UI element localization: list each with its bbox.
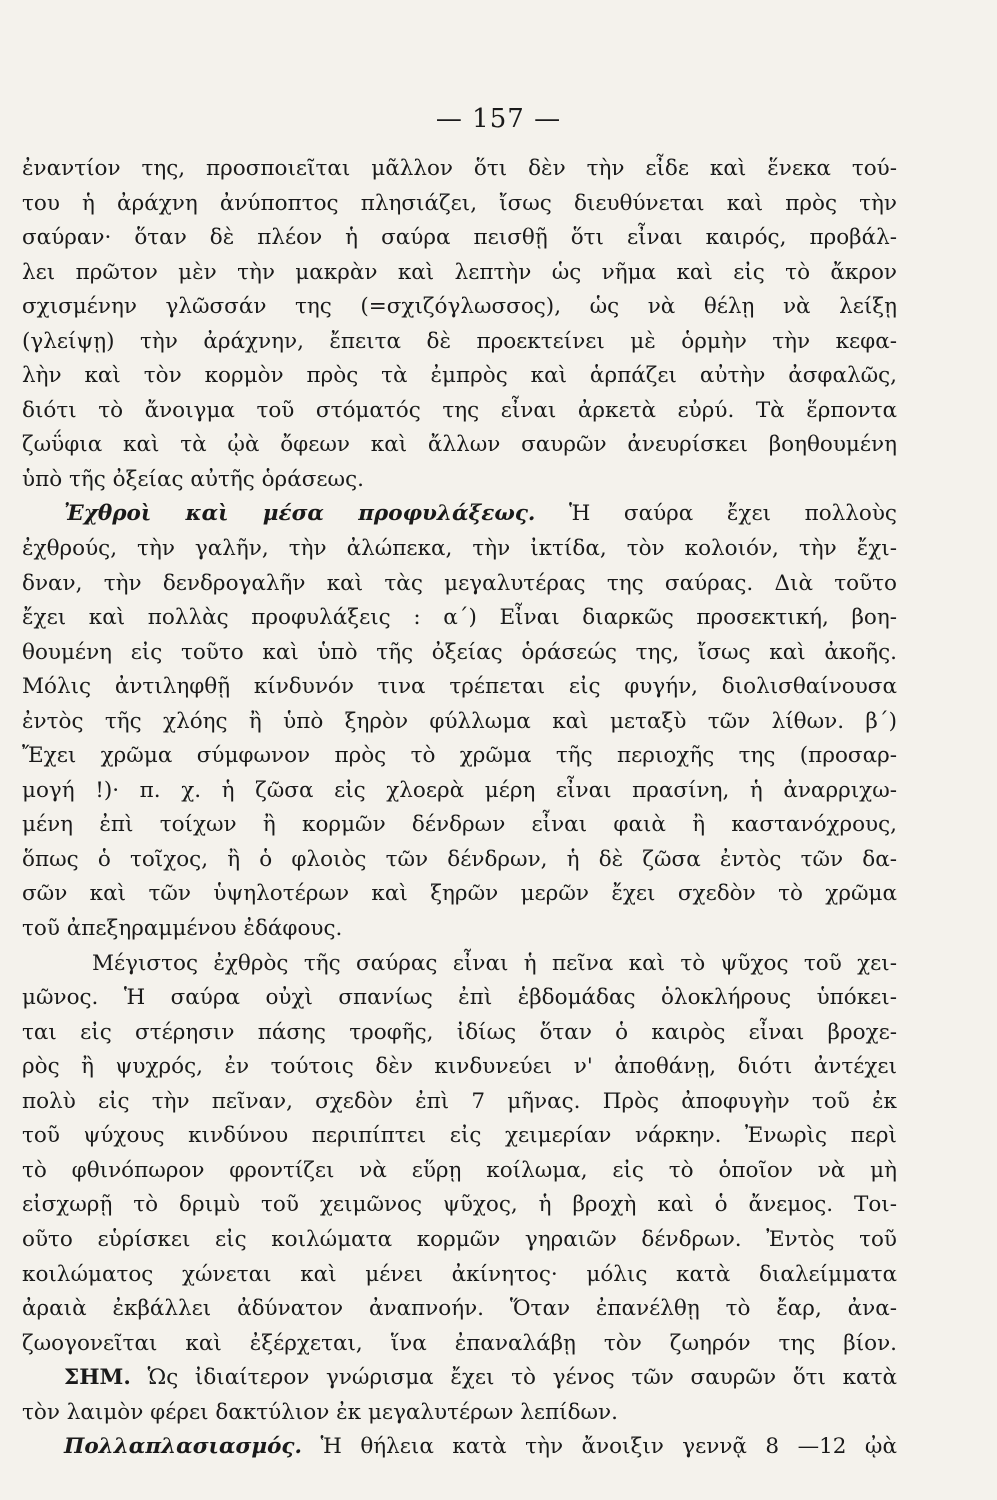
text-line: ζωΰφια καὶ τὰ ᾠὰ ὄφεων καὶ ἄλλων σαυρῶν ἀνευρίσκει βοηθουμένη — [22, 432, 897, 458]
text-line: διότι τὸ ἄνοιγμα τοῦ στόματός της εἶναι ἀρκετὰ εὐρύ. Τὰ ἕρποντα — [22, 397, 897, 423]
section-heading-line — [22, 497, 897, 532]
last-heading-line — [22, 1430, 897, 1465]
text-line: μένη ἐπὶ τοίχων ἢ κορμῶν δένδρων εἶναι φαιὰ ἢ καστανόχρους, — [22, 812, 897, 838]
text-line: δναν, τὴν δενδρογαλῆν καὶ τὰς μεγαλυτέρας της σαύρας. Διὰ τοῦτο — [22, 570, 897, 596]
subsection-title: Πολλαπλασιασμός. — [64, 1434, 303, 1460]
text-line: λὴν καὶ τὸν κορμὸν πρὸς τὰ ἐμπρὸς καὶ ἁρπάζει αὐτὴν ἀσφαλῶς, — [22, 363, 897, 389]
text-line: σῶν καὶ τῶν ὑψηλοτέρων καὶ ξηρῶν μερῶν ἔχει σχεδὸν τὸ χρῶμα — [22, 881, 897, 907]
text-line: οῦτο εὑρίσκει εἰς κοιλώματα κορμῶν γηραιῶν δένδρων. Ἐντὸς τοῦ — [22, 1226, 897, 1252]
text-line: ἐχθρούς, τὴν γαλῆν, τὴν ἀλώπεκα, τὴν ἰκτίδα, τὸν κολοιόν, τὴν ἔχι- — [22, 536, 897, 562]
text-line: θουμένη εἰς τοῦτο καὶ ὑπὸ τῆς ὀξείας ὁράσεώς της, ἴσως καὶ ἀκοῆς. — [22, 639, 897, 665]
note-line — [22, 1361, 897, 1396]
text-line: εἰσχωρῇ τὸ δριμὺ τοῦ χειμῶνος ψῦχος, ἡ βροχὴ καὶ ὁ ἄνεμος. Τοι- — [22, 1192, 897, 1218]
section-title: Ἐχθροὶ καὶ μέσα προφυλάξεως. — [64, 501, 536, 527]
text-line: ἐντὸς τῆς χλόης ἢ ὑπὸ ξηρὸν φύλλωμα καὶ μεταξὺ τῶν λίθων. β΄) — [22, 708, 897, 734]
section-heading-rest: Ἡ σαύρα ἔχει πολλοὺς — [568, 501, 897, 527]
text-line: ἐναντίον της, προσποιεῖται μᾶλλον ὅτι δὲν τὴν εἶδε καὶ ἕνεκα τού- — [22, 156, 897, 181]
page-number: — 157 — — [435, 104, 562, 134]
text-line: κοιλώματος χώνεται καὶ μένει ἀκίνητος· μόλις κατὰ διαλείμματα — [22, 1261, 897, 1287]
text-line: ὑπὸ τῆς ὀξείας αὐτῆς ὁράσεως. — [22, 466, 364, 492]
text-line: τοῦ ἀπεξηραμμένου ἐδάφους. — [22, 916, 343, 942]
text-line: ται εἰς στέρησιν πάσης τροφῆς, ἰδίως ὅταν ὁ καιρὸς εἶναι βροχε- — [22, 1019, 897, 1045]
text-line: Ἔχει χρῶμα σύμφωνον πρὸς τὸ χρῶμα τῆς περιοχῆς της (προσαρ- — [22, 743, 897, 769]
text-line: πολὺ εἰς τὴν πεῖναν, σχεδὸν ἐπὶ 7 μῆνας. Πρὸς ἀποφυγὴν τοῦ ἐκ — [22, 1088, 897, 1114]
text-line: ἔχει καὶ πολλὰς προφυλάξεις : α΄) Εἶναι διαρκῶς προσεκτική, βοη- — [22, 605, 897, 631]
note-line: τὸν λαιμὸν φέρει δακτύλιον ἐκ μεγαλυτέρων λεπίδων. — [22, 1399, 618, 1425]
text-line: ρὸς ἢ ψυχρός, ἐν τούτοις δὲν κινδυνεύει ν' ἀποθάνῃ, διότι ἀντέχει — [22, 1054, 897, 1080]
text-line: ὅπως ὁ τοῖχος, ἢ ὁ φλοιὸς τῶν δένδρων, ἡ δὲ ζῶσα ἐντὸς τῶν δα- — [22, 846, 897, 872]
note-text: Ὡς ἰδιαίτερον γνώρισμα ἔχει τὸ γένος τῶν σαυρῶν ὅτι κατὰ — [147, 1365, 897, 1391]
text-line: του ἡ ἀράχνη ἀνύποπτος πλησιάζει, ἴσως διευθύνεται καὶ πρὸς τὴν — [22, 190, 897, 216]
text-line: σαύραν· ὅταν δὲ πλέον ἡ σαύρα πεισθῇ ὅτι εἶναι καιρός, προβάλ- — [22, 225, 897, 251]
text-line: ζωογονεῖται καὶ ἐξέρχεται, ἵνα ἐπαναλάβῃ τὸν ζωηρόν της βίον. — [22, 1330, 897, 1356]
text-line: Μέγιστος ἐχθρὸς τῆς σαύρας εἶναι ἡ πεῖνα καὶ τὸ ψῦχος τοῦ χει- — [92, 950, 897, 976]
text-line: Μόλις ἀντιληφθῇ κίνδυνόν τινα τρέπεται εἰς φυγήν, διολισθαίνουσα — [22, 674, 897, 700]
text-line: λει πρῶτον μὲν τὴν μακρὰν καὶ λεπτὴν ὡς νῆμα καὶ εἰς τὸ ἄκρον — [22, 259, 897, 285]
text-line: (γλείψῃ) τὴν ἀράχνην, ἔπειτα δὲ προεκτείνει μὲ ὁρμὴν τὴν κεφα- — [22, 328, 897, 354]
text-line: τοῦ ψύχους κινδύνου περιπίπτει εἰς χειμερίαν νάρκην. Ἐνωρὶς περὶ — [22, 1123, 897, 1149]
subsection-text: Ἡ θήλεια κατὰ τὴν ἄνοιξιν γεννᾷ 8 —12 ᾠὰ — [320, 1434, 897, 1460]
text-line: τὸ φθινόπωρον φροντίζει νὰ εὕρῃ κοίλωμα, εἰς τὸ ὁποῖον νὰ μὴ — [22, 1157, 897, 1183]
text-line: ἀραιὰ ἐκβάλλει ἀδύνατον ἀναπνοήν. Ὅταν ἐπανέλθῃ τὸ ἔαρ, ἀνα- — [22, 1296, 897, 1322]
text-line: μογή !)· π. χ. ἡ ζῶσα εἰς χλοερὰ μέρη εἶναι πρασίνη, ἡ ἀναρριχω- — [22, 777, 897, 803]
text-line: σχισμένην γλῶσσάν της (=σχιζόγλωσσος), ὡς νὰ θέλῃ νὰ λείξῃ — [22, 294, 897, 320]
note-label: ΣΗΜ. — [64, 1365, 131, 1391]
text-block — [22, 152, 897, 1465]
text-line: μῶνος. Ἡ σαύρα οὐχὶ σπανίως ἐπὶ ἑβδομάδας ὁλοκλήρους ὑπόκει- — [22, 985, 897, 1011]
